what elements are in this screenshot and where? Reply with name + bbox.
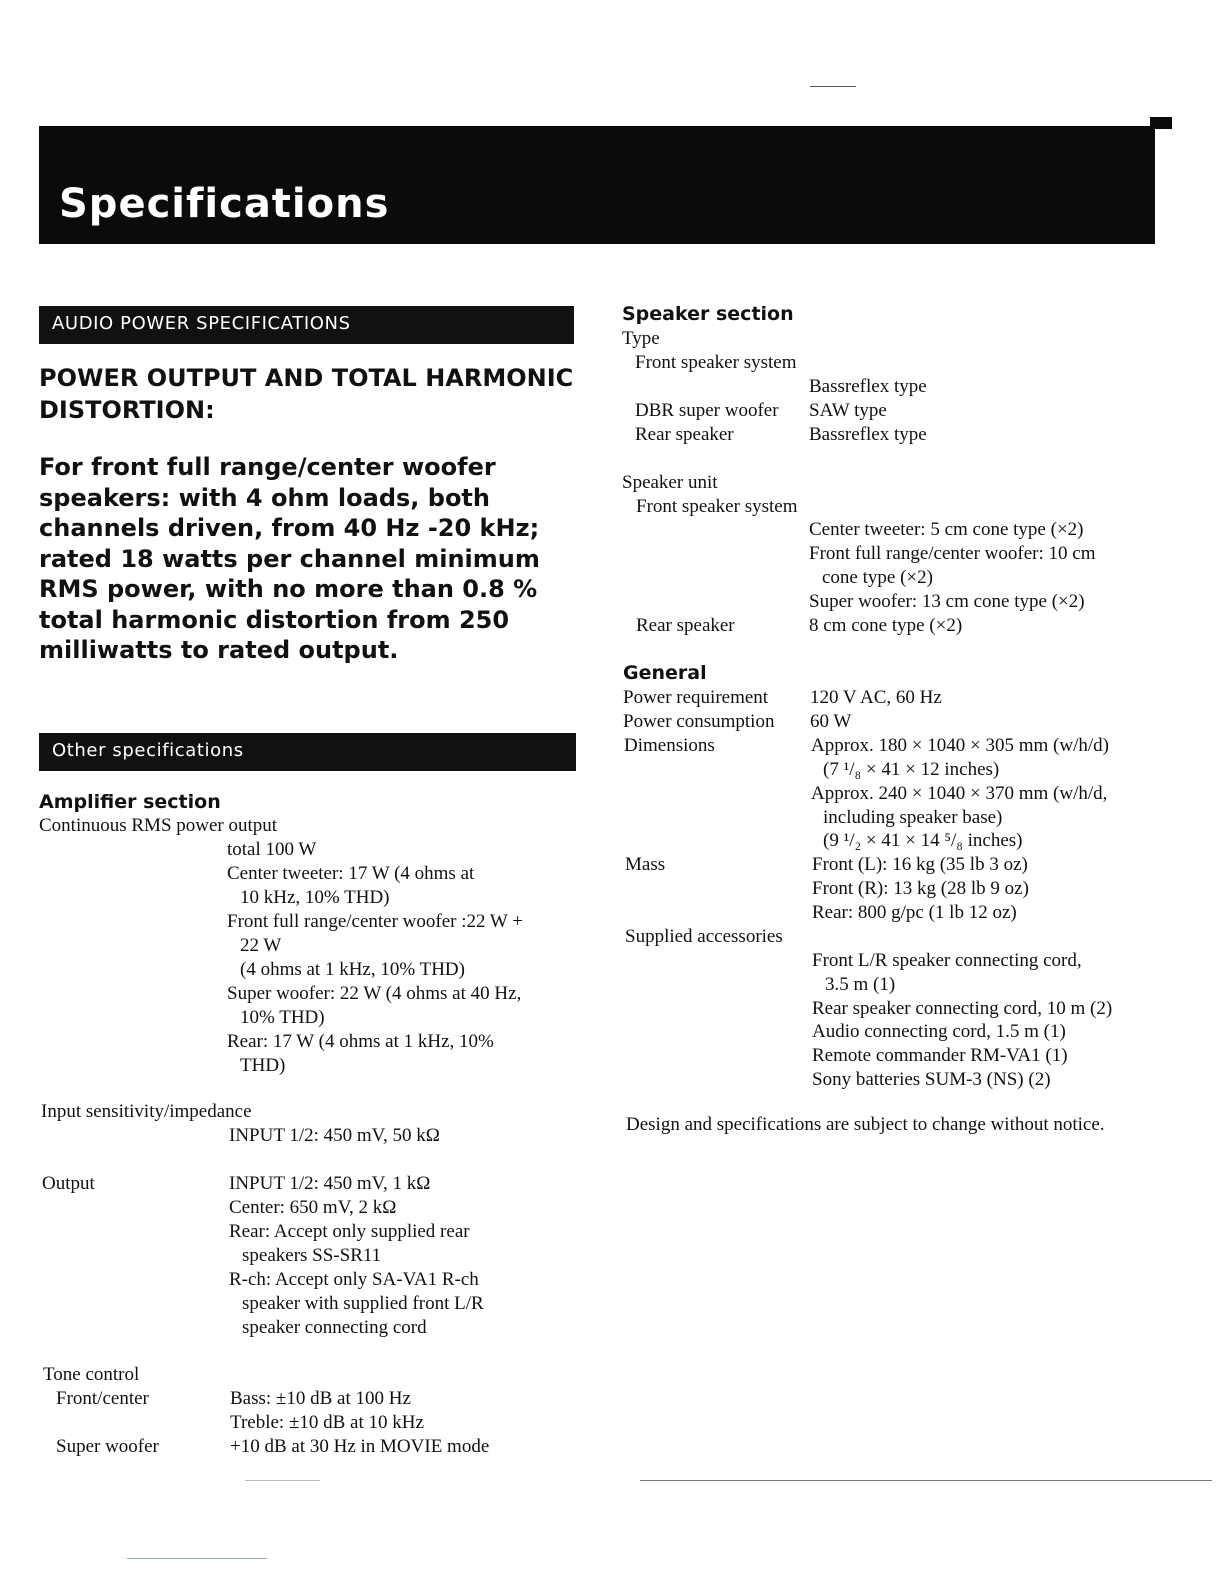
unit-front-system-line: cone type (×2) — [822, 567, 933, 588]
dimensions-line: including speaker base) — [823, 807, 1003, 828]
dbr-super-woofer-label: DBR super woofer — [635, 400, 779, 421]
bottom-rule — [640, 1480, 1212, 1481]
tone-super-woofer-value: +10 dB at 30 Hz in MOVIE mode — [230, 1436, 490, 1457]
front-speaker-system-type: Bassreflex type — [809, 376, 927, 397]
tone-front-center-line: Bass: ±10 dB at 100 Hz — [230, 1388, 411, 1409]
footer-rule — [127, 1558, 267, 1559]
continuous-power-line: Super woofer: 22 W (4 ohms at 40 Hz, — [227, 983, 522, 1004]
dimensions-label: Dimensions — [624, 735, 715, 756]
unit-rear-speaker-value: 8 cm cone type (×2) — [809, 615, 963, 636]
tone-control-label: Tone control — [43, 1364, 140, 1385]
power-requirement-value: 120 V AC, 60 Hz — [810, 687, 942, 708]
amplifier-section-heading: Amplifier section — [39, 791, 221, 813]
other-specifications-section-bar: Other specifications — [39, 733, 576, 771]
dimensions-line: Approx. 180 × 1040 × 305 mm (w/h/d) — [811, 735, 1109, 756]
dimensions-line: Approx. 240 × 1040 × 370 mm (w/h/d, — [811, 783, 1108, 804]
accessory-line: Remote commander RM-VA1 (1) — [812, 1045, 1068, 1066]
input-sensitivity-label: Input sensitivity/impedance — [41, 1101, 252, 1122]
rear-speaker-label: Rear speaker — [635, 424, 734, 445]
power-requirement-label: Power requirement — [623, 687, 769, 708]
speaker-section-heading: Speaker section — [622, 303, 794, 325]
output-line: speakers SS-SR11 — [242, 1245, 382, 1266]
power-output-paragraph: For front full range/center woofer speakers: with 4 ohm loads, both channels driven, from 40 Hz -20 kHz; rated 18 watts per channel minimum RMS power, with no more than 0.8 % total harmonic distortion from 250 milliwatts to rated output. — [39, 453, 540, 664]
power-consumption-label: Power consumption — [623, 711, 775, 732]
page-title: Specifications — [59, 181, 390, 227]
continuous-power-line: 10 kHz, 10% THD) — [240, 887, 390, 908]
continuous-power-line: Center tweeter: 17 W (4 ohms at — [227, 863, 475, 884]
speaker-unit-label: Speaker unit — [622, 472, 718, 493]
mass-line: Front (L): 16 kg (35 lb 3 oz) — [812, 854, 1028, 875]
power-output-heading: POWER OUTPUT AND TOTAL HARMONIC DISTORTION: — [39, 364, 574, 424]
audio-power-section-bar: AUDIO POWER SPECIFICATIONS — [39, 306, 574, 344]
tone-front-center-line: Treble: ±10 dB at 10 kHz — [230, 1412, 424, 1433]
continuous-power-line: Rear: 17 W (4 ohms at 1 kHz, 10% — [227, 1031, 494, 1052]
dbr-super-woofer-value: SAW type — [809, 400, 887, 421]
unit-front-system-line: Front full range/center woofer: 10 cm — [809, 543, 1096, 564]
rear-speaker-type: Bassreflex type — [809, 424, 927, 445]
tone-super-woofer-label: Super woofer — [56, 1436, 159, 1457]
output-line: speaker with supplied front L/R — [242, 1293, 484, 1314]
unit-front-system-line: Center tweeter: 5 cm cone type (×2) — [809, 519, 1084, 540]
output-line: speaker connecting cord — [242, 1317, 427, 1338]
dimensions-line: (7 ¹/₈ × 41 × 12 inches) — [823, 759, 1000, 780]
input-sensitivity-value: INPUT 1/2: 450 mV, 50 kΩ — [229, 1125, 440, 1146]
top-mark-line — [810, 86, 856, 87]
mass-line: Front (R): 13 kg (28 lb 9 oz) — [812, 878, 1029, 899]
mass-line: Rear: 800 g/pc (1 lb 12 oz) — [812, 902, 1017, 923]
tone-front-center-label: Front/center — [56, 1388, 149, 1409]
accessory-line: Rear speaker connecting cord, 10 m (2) — [812, 998, 1113, 1019]
title-bar — [39, 126, 1155, 244]
accessory-line: 3.5 m (1) — [825, 974, 896, 995]
accessory-line: Front L/R speaker connecting cord, — [812, 950, 1082, 971]
unit-front-system-label: Front speaker system — [636, 496, 798, 517]
unit-front-system-line: Super woofer: 13 cm cone type (×2) — [809, 591, 1085, 612]
output-line: INPUT 1/2: 450 mV, 1 kΩ — [229, 1173, 431, 1194]
general-section-heading: General — [623, 662, 707, 684]
front-speaker-system-label: Front speaker system — [635, 352, 797, 373]
type-label: Type — [622, 328, 660, 349]
output-line: Center: 650 mV, 2 kΩ — [229, 1197, 397, 1218]
continuous-power-line: 10% THD) — [240, 1007, 325, 1028]
change-notice: Design and specifications are subject to change without notice. — [626, 1114, 1105, 1135]
continuous-power-line: 22 W — [240, 935, 282, 956]
accessory-line: Sony batteries SUM-3 (NS) (2) — [812, 1069, 1051, 1090]
accessory-line: Audio connecting cord, 1.5 m (1) — [812, 1021, 1066, 1042]
unit-rear-speaker-label: Rear speaker — [636, 615, 735, 636]
bottom-rule-short — [245, 1480, 320, 1481]
output-label: Output — [42, 1173, 95, 1194]
continuous-power-line: total 100 W — [227, 839, 317, 860]
continuous-power-line: THD) — [240, 1055, 286, 1076]
supplied-accessories-label: Supplied accessories — [625, 926, 783, 947]
output-line: R-ch: Accept only SA-VA1 R-ch — [229, 1269, 479, 1290]
mass-label: Mass — [625, 854, 666, 875]
power-consumption-value: 60 W — [810, 711, 852, 732]
continuous-power-line: (4 ohms at 1 kHz, 10% THD) — [240, 959, 465, 980]
continuous-power-label: Continuous RMS power output — [39, 815, 278, 836]
output-line: Rear: Accept only supplied rear — [229, 1221, 470, 1242]
dimensions-line: (9 ¹/₂ × 41 × 14 ⁵/₈ inches) — [823, 830, 1023, 851]
continuous-power-line: Front full range/center woofer :22 W + — [227, 911, 523, 932]
